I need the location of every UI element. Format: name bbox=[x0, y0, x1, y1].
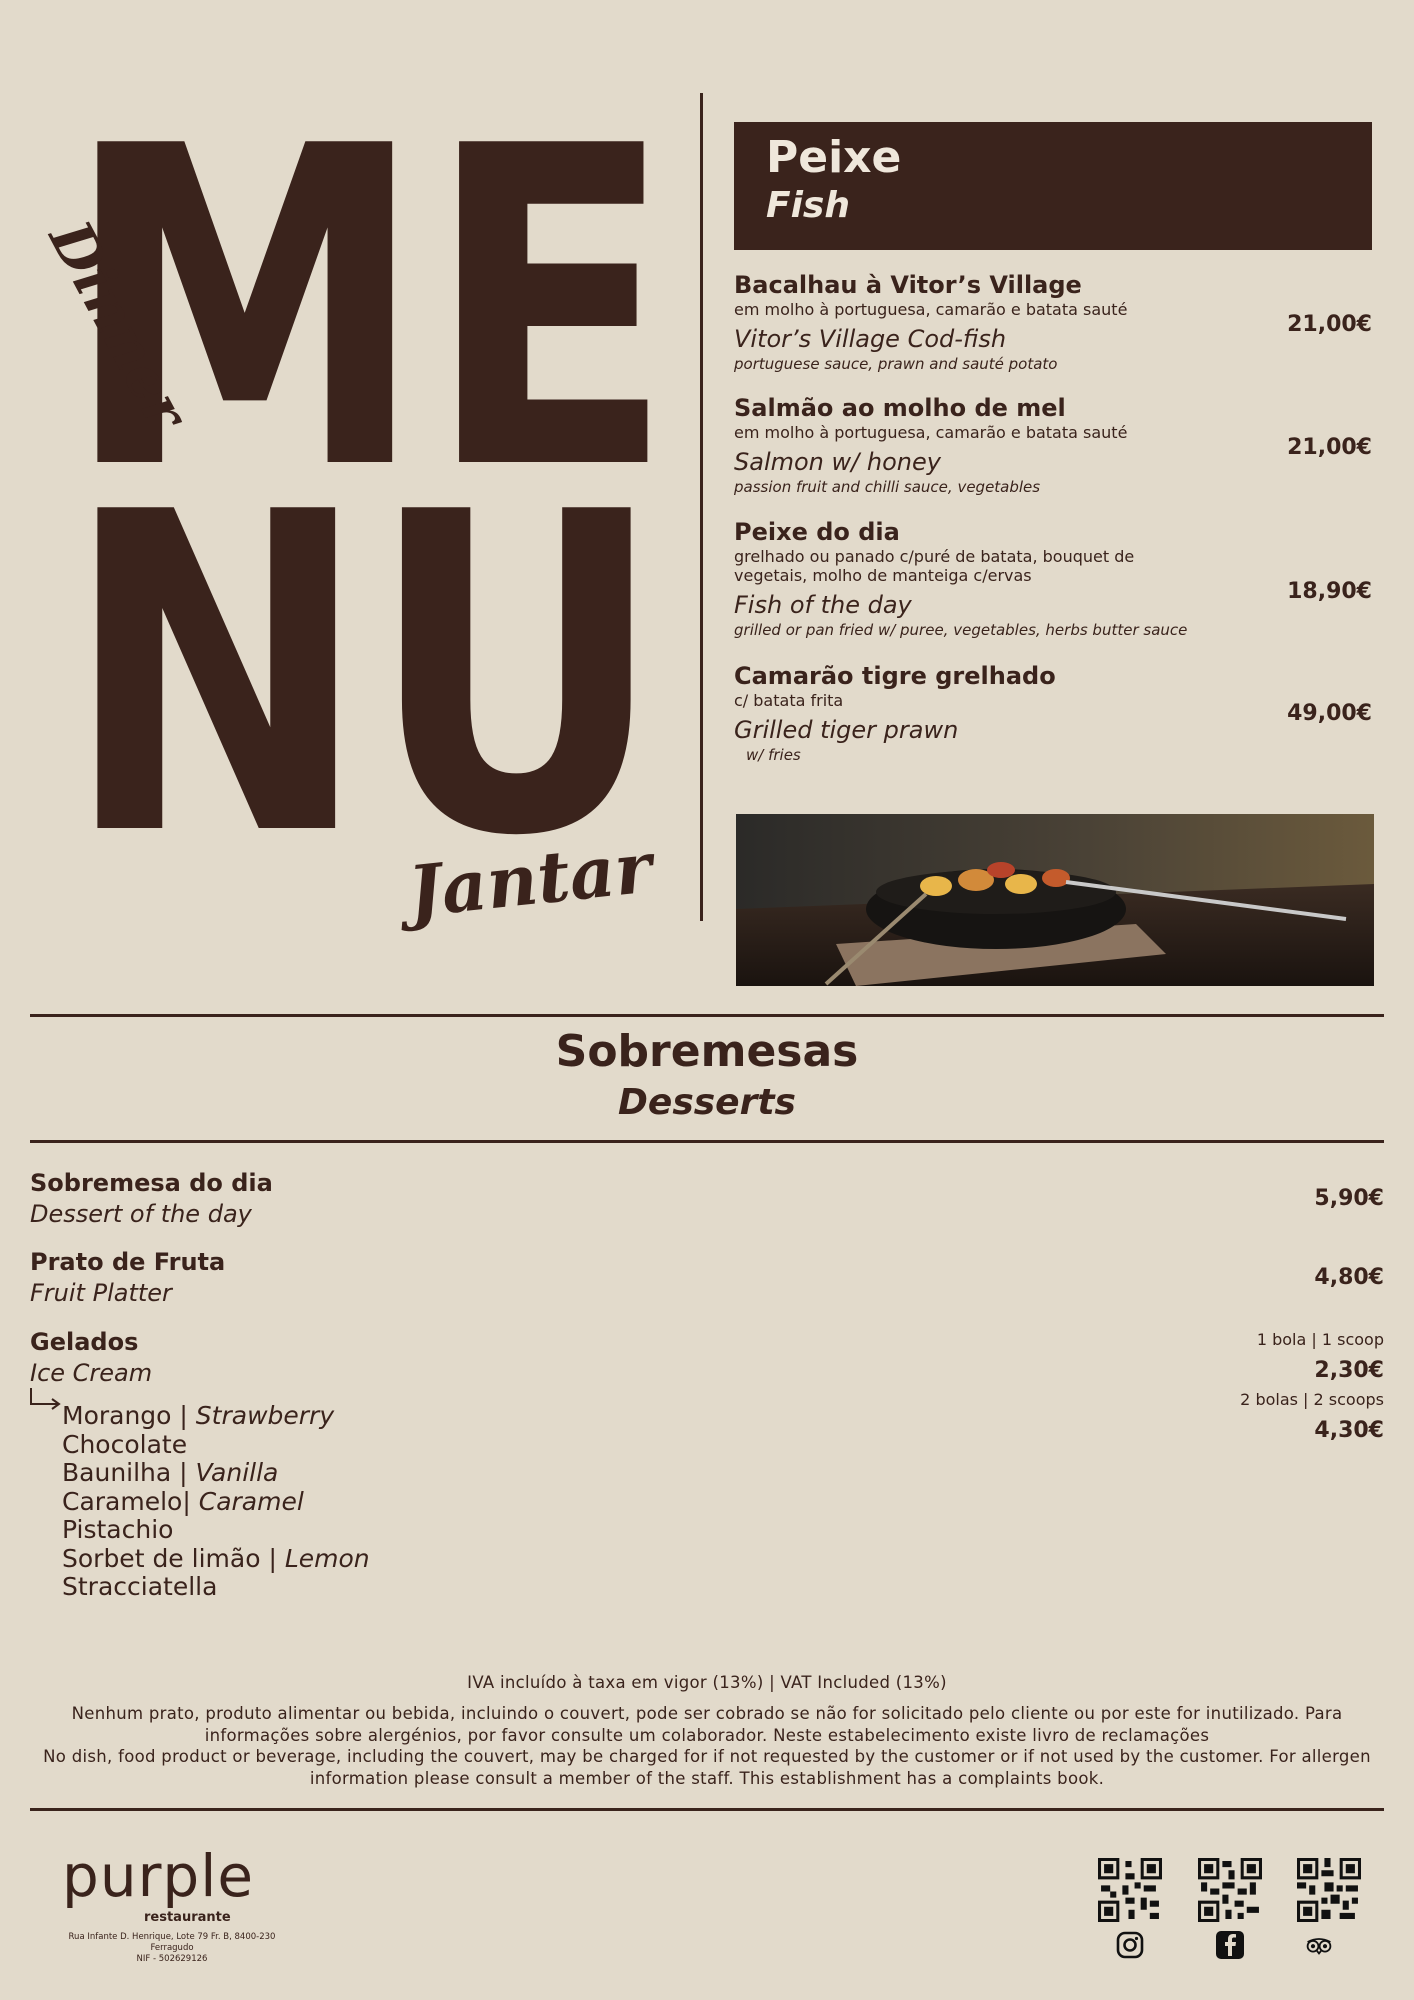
dessert-name-en: Fruit Platter bbox=[30, 1279, 172, 1307]
menu-letters-svg bbox=[66, 128, 676, 858]
desserts-title-pt: Sobremesas bbox=[555, 1026, 859, 1077]
flavor-pt: Chocolate bbox=[62, 1429, 188, 1459]
item-name-pt: Bacalhau à Vitor’s Village bbox=[734, 271, 1082, 299]
flavor-item bbox=[62, 1402, 370, 1431]
scoop-price: 2,30€ bbox=[1314, 1358, 1384, 1383]
item-price: 49,00€ bbox=[1287, 701, 1372, 726]
facebook-icon[interactable] bbox=[1215, 1930, 1245, 1960]
address-city: Ferragudo bbox=[150, 1943, 194, 1953]
flavor-pt: Caramelo| bbox=[62, 1486, 191, 1516]
item-name-en: Fish of the day bbox=[734, 591, 912, 619]
flavor-pt: Sorbet de limão | bbox=[62, 1543, 277, 1573]
footer-divider bbox=[30, 1808, 1384, 1811]
vertical-divider bbox=[700, 93, 703, 921]
item-name-en: Vitor’s Village Cod-fish bbox=[734, 325, 1007, 353]
tripadvisor-icon[interactable] bbox=[1304, 1930, 1334, 1960]
flavor-en: Lemon bbox=[284, 1543, 370, 1573]
item-desc-en: passion fruit and chilli sauce, vegetables bbox=[734, 478, 1041, 496]
dessert-price: 5,90€ bbox=[1314, 1186, 1384, 1211]
desserts-divider-top bbox=[30, 1014, 1384, 1017]
script-dinner: Dinner bbox=[35, 210, 202, 440]
item-desc-en: grilled or pan fried w/ puree, vegetables, herbs butter sauce bbox=[734, 621, 1188, 639]
dessert-name-pt: Prato de Fruta bbox=[30, 1248, 226, 1276]
fish-item bbox=[734, 393, 1372, 497]
flavor-en: Vanilla bbox=[195, 1458, 279, 1487]
item-name-pt: Peixe do dia bbox=[734, 518, 900, 546]
item-name-pt: Camarão tigre grelhado bbox=[734, 662, 1056, 690]
qr-code-facebook[interactable] bbox=[1198, 1858, 1262, 1922]
flavor-item bbox=[62, 1488, 370, 1517]
legal-note-en: No dish, food product or beverage, including the couvert, may be charged for if not requested by the customer or if not used by the customer. For allergen information please consult a member of the staff. This establishment has a complaints book. bbox=[43, 1747, 1371, 1788]
dessert-item bbox=[30, 1168, 1384, 1230]
nif: NIF - 502629126 bbox=[136, 1954, 208, 1964]
qr-code-instagram[interactable] bbox=[1098, 1858, 1162, 1922]
scoop-label: 1 bola | 1 scoop bbox=[1256, 1330, 1384, 1349]
restaurant-logo bbox=[62, 1842, 282, 1964]
desserts-divider-bottom bbox=[30, 1140, 1384, 1143]
flavor-en: Caramel bbox=[198, 1486, 304, 1516]
item-desc-en: portuguese sauce, prawn and sauté potato bbox=[734, 355, 1058, 373]
item-name-en: Salmon w/ honey bbox=[734, 448, 941, 476]
address bbox=[62, 1932, 282, 1965]
brand-sub: restaurante bbox=[144, 1910, 231, 1925]
flavor-item bbox=[62, 1545, 370, 1574]
fish-title-en: Fish bbox=[766, 185, 850, 226]
fish-item bbox=[734, 270, 1372, 374]
item-desc-pt: grelhado ou panado c/puré de batata, bouquet de vegetais, molho de manteiga c/ervas bbox=[734, 547, 1135, 585]
address-line: Rua Infante D. Henrique, Lote 79 Fr. B, 8400-230 bbox=[68, 1932, 276, 1942]
vat-note: IVA incluído à taxa em vigor (13%) | VAT Included (13%) bbox=[467, 1673, 947, 1692]
fish-section-header bbox=[734, 122, 1372, 250]
script-jantar: Jantar bbox=[404, 825, 656, 934]
scoop-label: 2 bolas | 2 scoops bbox=[1240, 1390, 1384, 1409]
item-price: 21,00€ bbox=[1287, 435, 1372, 460]
item-price: 21,00€ bbox=[1287, 312, 1372, 337]
instagram-icon[interactable] bbox=[1115, 1930, 1145, 1960]
flavor-pt: Pistachio bbox=[62, 1515, 174, 1544]
flavor-pt: Morango | bbox=[62, 1401, 188, 1430]
brand-name: purple bbox=[62, 1842, 255, 1910]
fish-item bbox=[734, 517, 1372, 640]
flavor-item bbox=[62, 1573, 370, 1602]
scoop-price: 4,30€ bbox=[1314, 1418, 1384, 1443]
fish-title-pt: Peixe bbox=[766, 132, 902, 183]
item-name-pt: Salmão ao molho de mel bbox=[734, 394, 1066, 422]
ice-cream-flavors bbox=[62, 1402, 370, 1602]
menu-big-letters bbox=[66, 128, 676, 858]
item-desc-pt: em molho à portuguesa, camarão e batata sauté bbox=[734, 423, 1128, 442]
flavor-item bbox=[62, 1516, 370, 1545]
flavor-item bbox=[62, 1431, 370, 1460]
dessert-name-pt: Sobremesa do dia bbox=[30, 1169, 273, 1197]
flavor-en: Strawberry bbox=[195, 1401, 335, 1430]
item-price: 18,90€ bbox=[1287, 579, 1372, 604]
dessert-name-en: Dessert of the day bbox=[30, 1200, 252, 1228]
flavor-pt: Stracciatella bbox=[62, 1572, 218, 1601]
legal-note-pt: Nenhum prato, produto alimentar ou bebida, incluindo o couvert, pode ser cobrado se não for solicitado pelo cliente ou por este for inutilizado. Para informações sobre alergénios, por favor consulte um colaborador. Neste estabelecimento existe livro de reclamações bbox=[71, 1704, 1343, 1745]
arrow-icon bbox=[28, 1388, 62, 1418]
item-desc-pt: em molho à portuguesa, camarão e batata sauté bbox=[734, 300, 1128, 319]
big-letters-top: ME bbox=[66, 128, 674, 566]
dessert-item bbox=[30, 1247, 1384, 1309]
qr-code-tripadvisor[interactable] bbox=[1297, 1858, 1361, 1922]
big-letters-bottom: NU bbox=[66, 420, 664, 858]
desserts-title-en: Desserts bbox=[618, 1082, 796, 1123]
dessert-name-en: Ice Cream bbox=[30, 1359, 153, 1387]
item-name-en: Grilled tiger prawn bbox=[734, 716, 959, 744]
dessert-name-pt: Gelados bbox=[30, 1328, 139, 1356]
dessert-item bbox=[30, 1327, 1384, 1389]
flavor-item bbox=[62, 1459, 370, 1488]
fish-item bbox=[734, 661, 1372, 765]
dish-photo bbox=[736, 814, 1374, 986]
dessert-price: 4,80€ bbox=[1314, 1265, 1384, 1290]
item-desc-pt: c/ batata frita bbox=[734, 691, 844, 710]
flavor-pt: Baunilha | bbox=[62, 1458, 188, 1487]
item-desc-en: w/ fries bbox=[746, 746, 801, 764]
